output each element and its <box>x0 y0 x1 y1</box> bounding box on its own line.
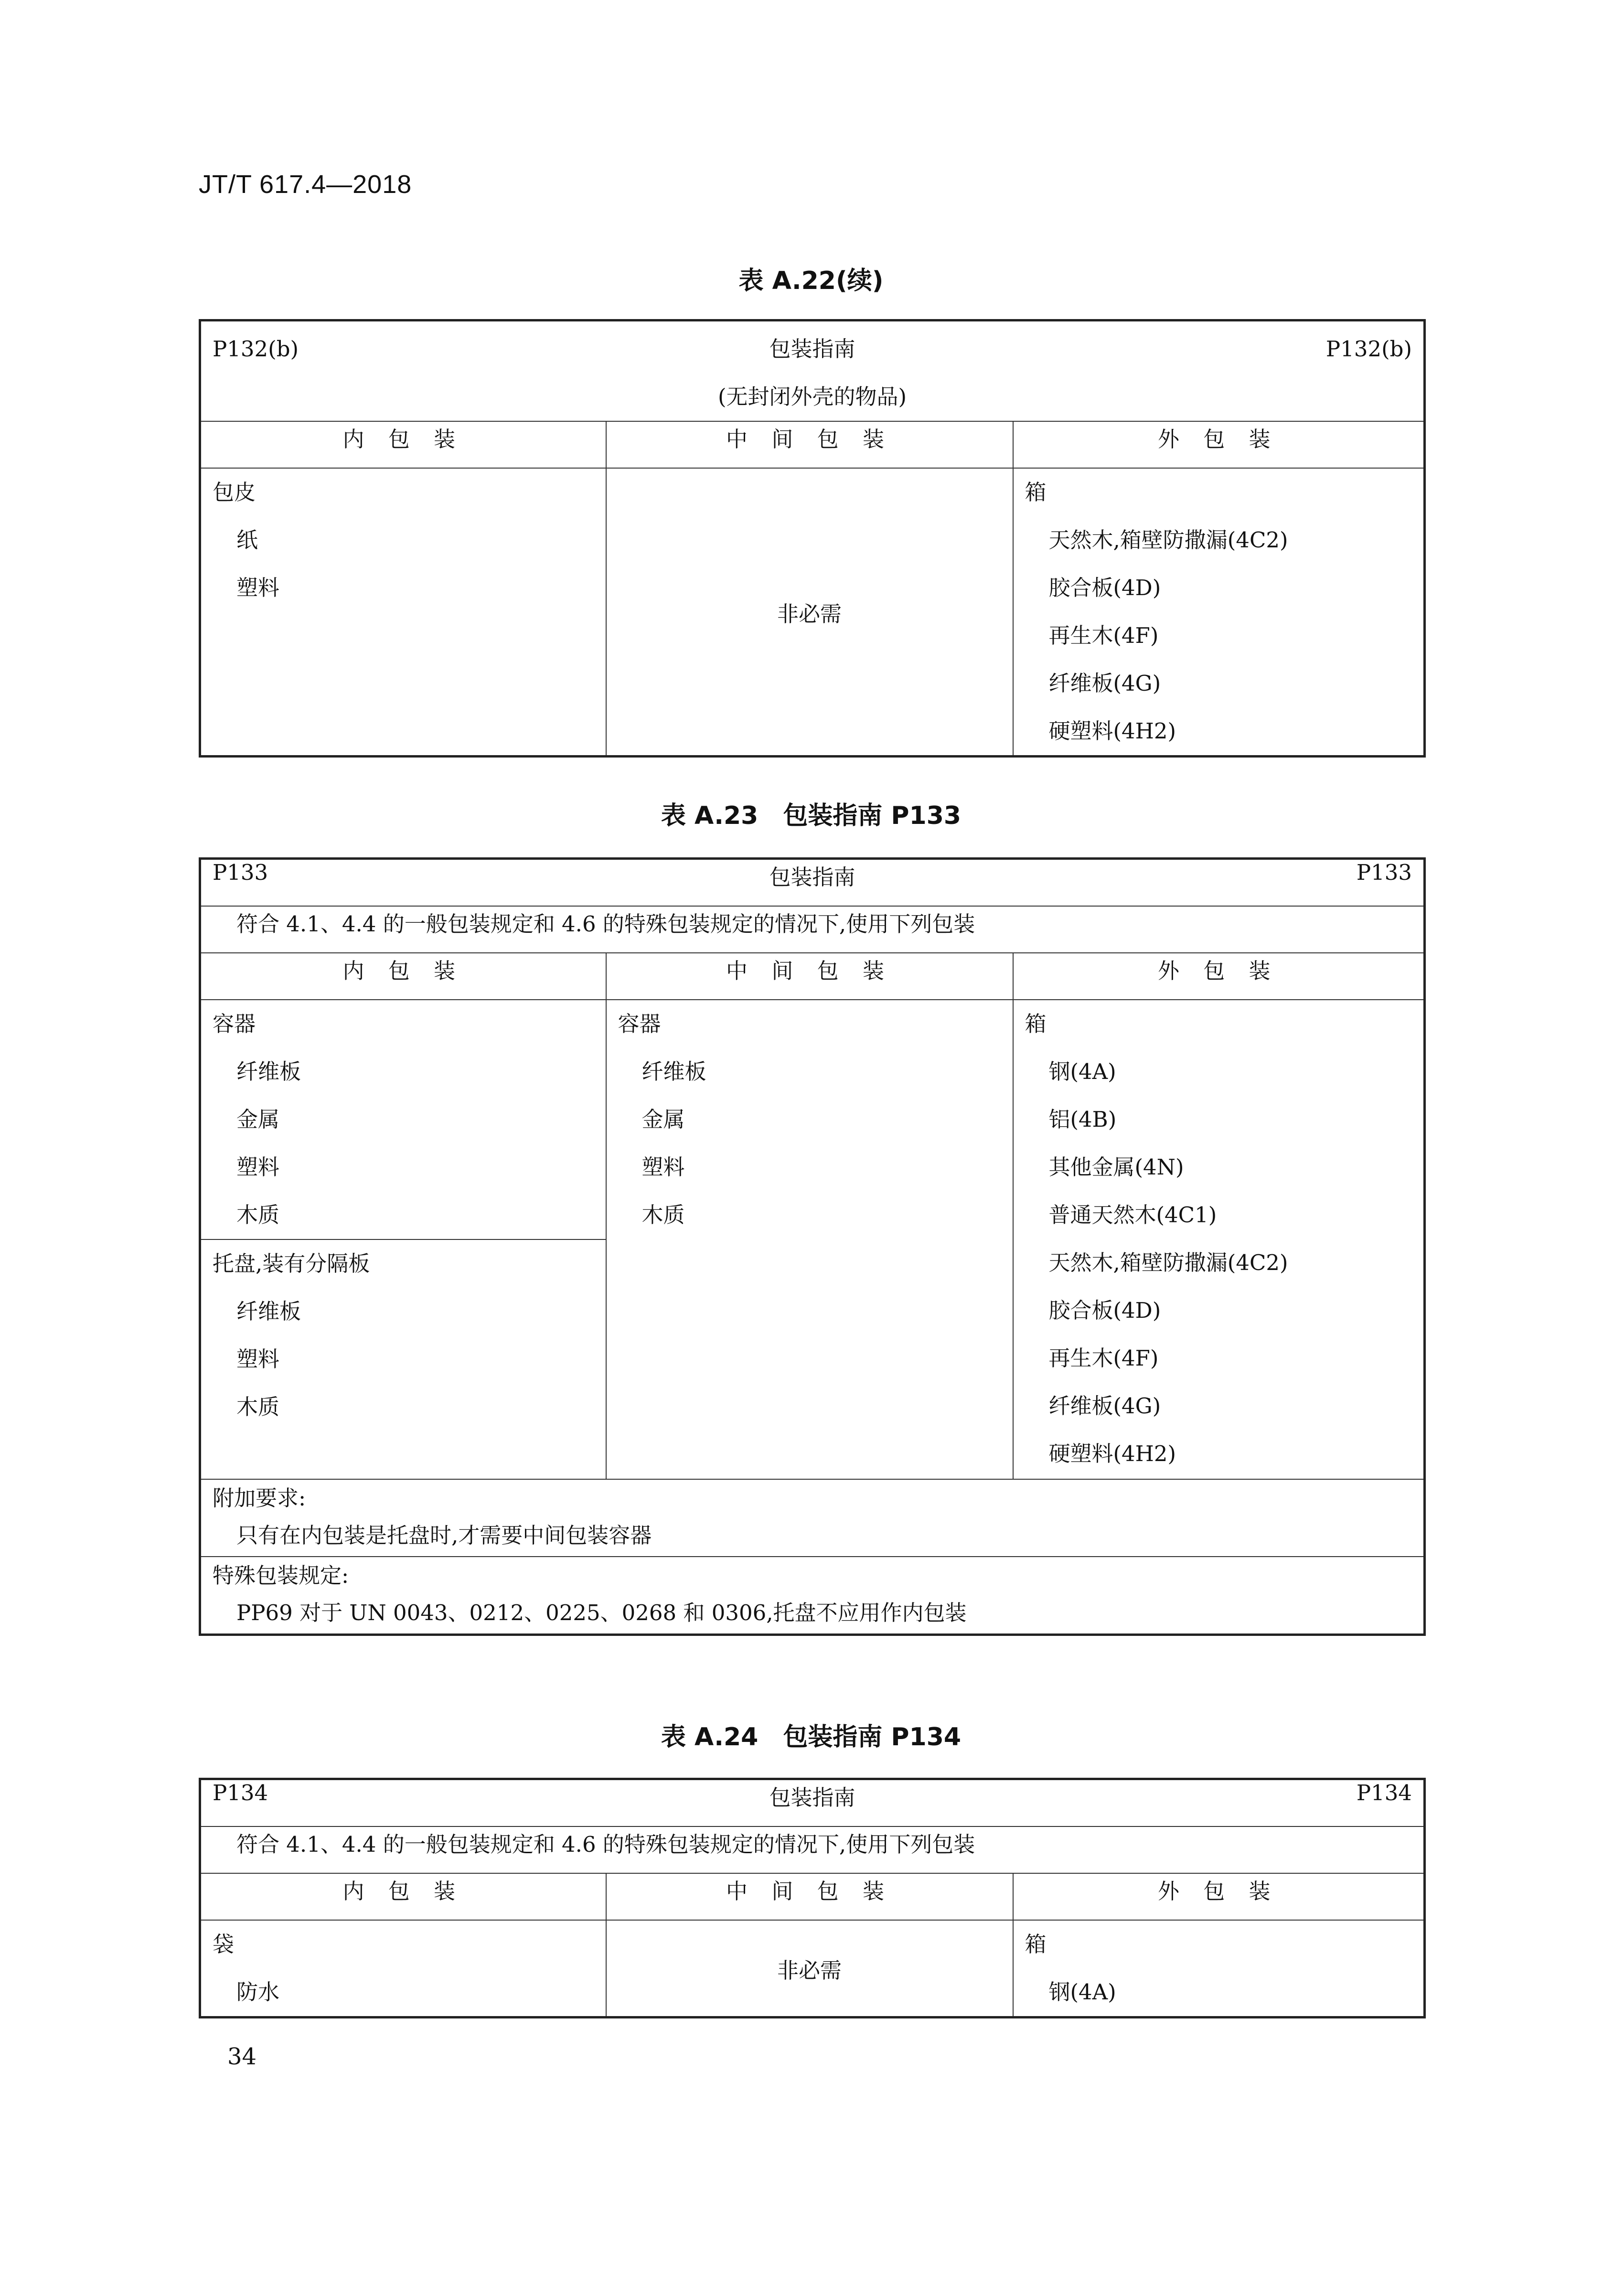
table-header-cell <box>200 320 1425 422</box>
list-item: 硬塑料(4H2) <box>1048 1441 1176 1466</box>
additional-requirements-label: 附加要求: <box>213 1485 306 1511</box>
column-header-inner: 内 包 装 <box>200 1873 606 1920</box>
list-item: 硬塑料(4H2) <box>1048 718 1176 744</box>
outer-packaging-cell <box>1013 468 1425 757</box>
list-item: 其他金属(4N) <box>1048 1154 1184 1180</box>
table-row <box>200 1557 1425 1635</box>
table-a22 <box>199 319 1426 758</box>
list-item: 木质 <box>236 1394 280 1420</box>
list-item: 塑料 <box>236 575 280 600</box>
intro-text: 符合 4.1、4.4 的一般包装规定和 4.6 的特殊包装规定的情况下,使用下列包装 <box>200 1826 1425 1873</box>
list-item: 金属 <box>641 1107 685 1132</box>
table-a23 <box>199 857 1426 1636</box>
column-header-mid: 中 间 包 装 <box>606 953 1013 1000</box>
table-title: 包装指南 <box>769 1785 855 1810</box>
table-title: 包装指南 <box>769 336 855 362</box>
list-item: 塑料 <box>641 1154 685 1180</box>
table-row <box>200 1826 1425 1873</box>
table-row <box>200 859 1425 907</box>
list-item: 箱 <box>1025 1932 1047 1957</box>
intermediate-packaging-cell: 非必需 <box>606 468 1013 757</box>
inner-packaging-cell <box>200 1920 606 2018</box>
list-item: 箱 <box>1025 480 1047 505</box>
list-item: 塑料 <box>236 1154 280 1180</box>
additional-requirements-text: 只有在内包装是托盘时,才需要中间包装容器 <box>236 1523 652 1548</box>
inner-packaging-cell <box>200 468 606 757</box>
table-header-cell <box>200 859 1425 907</box>
list-item: 木质 <box>641 1202 685 1228</box>
table-row <box>200 1779 1425 1827</box>
list-item: 容器 <box>213 1011 256 1036</box>
list-item: 再生木(4F) <box>1048 623 1159 648</box>
column-header-row <box>200 953 1425 1000</box>
list-item: 钢(4A) <box>1048 1979 1116 2005</box>
column-header-outer: 外 包 装 <box>1013 953 1425 1000</box>
list-item: 纤维板 <box>236 1299 301 1324</box>
page-number: 34 <box>227 2043 257 2070</box>
column-header-inner: 内 包 装 <box>200 421 606 468</box>
list-item: 再生木(4F) <box>1048 1345 1159 1371</box>
column-header-inner: 内 包 装 <box>200 953 606 1000</box>
table-a23-caption: 表 A.23 包装指南 P133 <box>661 801 962 830</box>
table-header-cell <box>200 1779 1425 1827</box>
column-header-mid: 中 间 包 装 <box>606 1873 1013 1920</box>
column-header-row <box>200 421 1425 468</box>
intermediate-packaging-cell: 非必需 <box>606 1920 1013 2018</box>
instruction-code-right: P132(b) <box>1325 336 1412 362</box>
outer-packaging-cell <box>1013 1000 1425 1479</box>
list-item: 纤维板(4G) <box>1048 671 1161 696</box>
special-packing-provisions-cell <box>200 1557 1425 1635</box>
list-item: 胶合板(4D) <box>1048 575 1161 600</box>
list-item: 金属 <box>236 1107 280 1132</box>
list-item: 防水 <box>236 1979 280 2005</box>
instruction-code-left: P134 <box>213 1780 268 1805</box>
intro-text: 符合 4.1、4.4 的一般包装规定和 4.6 的特殊包装规定的情况下,使用下列包装 <box>200 906 1425 953</box>
list-item: 铝(4B) <box>1048 1107 1117 1132</box>
list-item: 钢(4A) <box>1048 1059 1116 1084</box>
list-item: 托盘,装有分隔板 <box>213 1251 370 1276</box>
outer-packaging-cell <box>1013 1920 1425 2018</box>
document-code: JT/T 617.4—2018 <box>199 170 412 199</box>
table-title: 包装指南 <box>769 865 855 890</box>
table-row <box>200 1920 1425 2018</box>
table-row <box>200 320 1425 422</box>
inner-packaging-cell <box>200 1000 606 1239</box>
special-packing-provisions-label: 特殊包装规定: <box>213 1563 349 1588</box>
table-a24 <box>199 1778 1426 2018</box>
table-a24-caption: 表 A.24 包装指南 P134 <box>661 1723 962 1751</box>
table-row <box>200 1000 1425 1239</box>
list-item: 箱 <box>1025 1011 1047 1036</box>
table-row <box>200 1479 1425 1557</box>
column-header-outer: 外 包 装 <box>1013 421 1425 468</box>
table-subtitle: (无封闭外壳的物品) <box>717 384 907 409</box>
column-header-row <box>200 1873 1425 1920</box>
column-header-mid: 中 间 包 装 <box>606 421 1013 468</box>
table-row <box>200 906 1425 953</box>
list-item: 袋 <box>213 1932 235 1957</box>
special-packing-provisions-text: PP69 对于 UN 0043、0212、0225、0268 和 0306,托盘不应用作内包装 <box>236 1600 967 1625</box>
list-item: 纤维板(4G) <box>1048 1393 1161 1419</box>
instruction-code-left: P132(b) <box>213 336 299 362</box>
instruction-code-right: P134 <box>1356 1780 1412 1805</box>
table-a22-caption: 表 A.22(续) <box>738 267 884 295</box>
list-item: 普通天然木(4C1) <box>1048 1202 1217 1228</box>
instruction-code-left: P133 <box>213 860 268 885</box>
list-item: 包皮 <box>213 480 256 505</box>
list-item: 纸 <box>236 527 258 553</box>
list-item: 天然木,箱壁防撒漏(4C2) <box>1048 1250 1288 1275</box>
list-item: 胶合板(4D) <box>1048 1298 1161 1323</box>
list-item: 纤维板 <box>641 1059 706 1084</box>
additional-requirements-cell <box>200 1479 1425 1557</box>
column-header-outer: 外 包 装 <box>1013 1873 1425 1920</box>
list-item: 木质 <box>236 1202 280 1228</box>
table-row <box>200 468 1425 757</box>
list-item: 天然木,箱壁防撒漏(4C2) <box>1048 527 1288 553</box>
intermediate-packaging-cell <box>606 1000 1013 1479</box>
list-item: 塑料 <box>236 1346 280 1372</box>
instruction-code-right: P133 <box>1356 860 1412 885</box>
inner-packaging-cell-pallet <box>200 1239 606 1479</box>
list-item: 容器 <box>618 1011 661 1036</box>
list-item: 纤维板 <box>236 1059 301 1084</box>
